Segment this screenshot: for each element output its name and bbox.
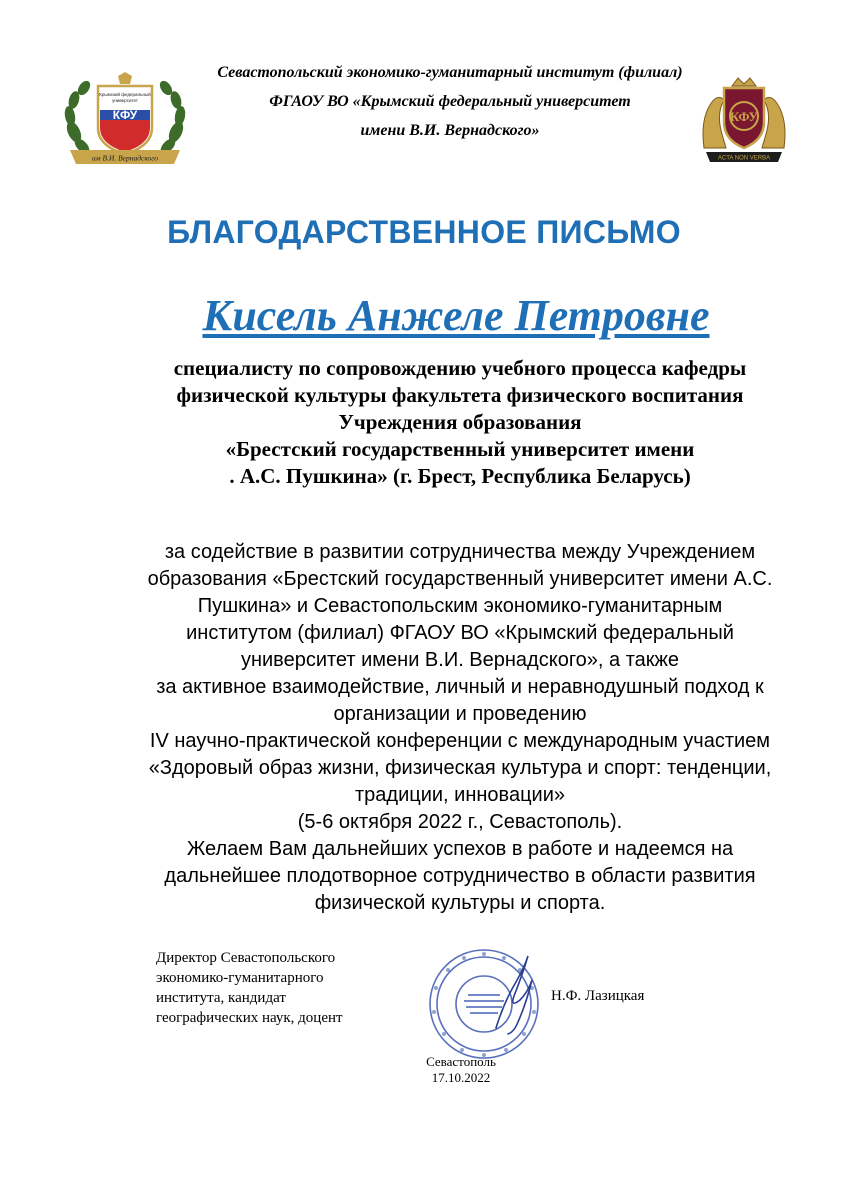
body-line: Пушкина» и Севастопольским экономико-гуманитарным	[197, 595, 723, 617]
body-line: образования «Брестский государственный университет имени А.С.	[147, 568, 773, 590]
document-title: БЛАГОДАРСТВЕННОЕ ПИСЬМО	[167, 214, 681, 250]
svg-text:университет: университет	[112, 98, 138, 103]
body-line: IV научно-практической конференции с международным участием	[149, 730, 771, 752]
body-line: за активное взаимодействие, личный и неравнодушный подход к	[156, 676, 764, 698]
signing-place-date	[421, 1054, 501, 1086]
body-line: институтом (филиал) ФГАОУ ВО «Крымский федеральный	[186, 622, 734, 644]
svg-text:им В.И. Вернадского: им В.И. Вернадского	[92, 153, 158, 163]
logo-right-monogram: КФУ	[729, 109, 759, 124]
header-university-name-line: имени В.И. Вернадского»	[360, 122, 540, 139]
body-line: традиции, инновации»	[355, 784, 565, 806]
position-line: физической культуры факультета физического воспитания	[176, 383, 744, 407]
signing-place: Севастополь	[426, 1054, 496, 1069]
official-stamp-icon	[424, 942, 554, 1062]
header-university-line: ФГАОУ ВО «Крымский федеральный университет	[269, 93, 631, 110]
director-line: экономико-гуманитарного	[156, 970, 324, 986]
kfu-laurel-emblem-icon	[60, 72, 190, 172]
position-line: «Брестский государственный университет имени	[225, 437, 695, 461]
position-line: Учреждения образования	[338, 410, 582, 434]
position-line: . А.С. Пушкина» (г. Брест, Республика Беларусь)	[229, 464, 691, 488]
body-line: организации и проведению	[333, 703, 587, 725]
body-line: физической культуры и спорта.	[314, 892, 606, 914]
sevastopol-institute-crest-icon	[698, 74, 790, 166]
header-institute-line: Севастопольский экономико-гуманитарный институт (филиал)	[217, 64, 683, 81]
svg-text:Крымский федеральный: Крымский федеральный	[99, 92, 151, 97]
body-line: университет имени В.И. Вернадского», а также	[240, 649, 680, 671]
body-line: Желаем Вам дальнейших успехов в работе и надеемся на	[186, 838, 734, 860]
logo-left-monogram: КФУ	[112, 108, 138, 122]
director-line: института, кандидат	[156, 990, 286, 1006]
body-line: «Здоровый образ жизни, физическая культура и спорт: тенденции,	[148, 757, 772, 779]
director-line: географических наук, доцент	[156, 1010, 343, 1026]
recipient-position	[100, 355, 820, 490]
signer-name: Н.Ф. Лазицкая	[551, 988, 645, 1004]
director-title	[156, 948, 343, 1028]
position-line: специалисту по сопровождению учебного процесса кафедры	[173, 356, 747, 380]
logo-right-motto: ACTA NON VERBA	[717, 155, 771, 162]
signing-date: 17.10.2022	[431, 1070, 491, 1085]
body-line: (5-6 октября 2022 г., Севастополь).	[297, 811, 623, 833]
recipient-name: Кисель Анжеле Петровне	[202, 291, 710, 340]
director-line: Директор Севастопольского	[156, 950, 336, 966]
body-line: дальнейшее плодотворное сотрудничество в области развития	[164, 865, 756, 887]
letter-body	[90, 539, 830, 917]
body-line: за содействие в развитии сотрудничества между Учреждением	[164, 541, 756, 563]
